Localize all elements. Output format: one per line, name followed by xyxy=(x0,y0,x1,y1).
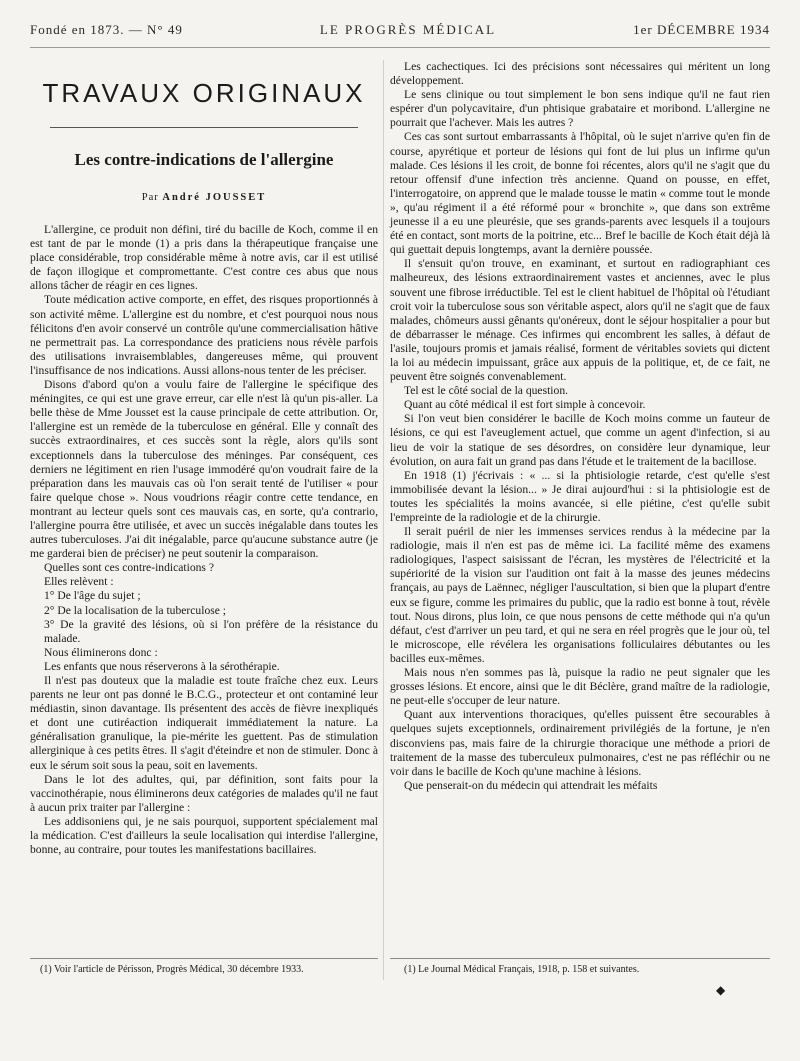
paragraph: L'allergine, ce produit non défini, tiré du bacille de Koch, comme il en est tant de par le monde (1) a pris dans la thérapeutique française une place considérable, trop considérable même à notre avis, car il est utilisé de façon illogique et compromettante. C'est contre ces abus que nous allons tâcher de réagir en ces lignes. xyxy=(30,223,378,293)
paragraph: Ces cas sont surtout embarrassants à l'hôpital, où le sujet n'arrive qu'en fin de course, apyrétique et porteur de lésions qui font de lui plus un infirme qu'un malade. Ces lésions il les croit, de bonne foi récentes, alors qu'il ne s'agit que du retour offensif d'une infection très ancienne. Quand on pousse, en effet, l'interrogatoire, on apprend que le malade tousse le matin « comme tout le monde », qu'au régiment il a été réformé pour « bronchite », que dans son extrême jeunesse il a eu une pleurésie, que ses grands-parents avec lesquels il a toujours été en contact, sont morts de la poitrine, etc... Bref le bacille de Koch était déjà là qui guettait depuis longtemps, avant la dernière poussée. xyxy=(390,130,770,257)
paragraph: Elles relèvent : xyxy=(44,575,114,589)
footnote-rule xyxy=(30,958,378,959)
list-item: 1° De l'âge du sujet ; xyxy=(44,589,141,603)
paragraph: Les addisoniens qui, je ne sais pourquoi, supportent spécialement mal la médication. C'est d'ailleurs la seule localisation qui interdise l'allergine, bonne, au contraire, pour toutes les manifestations bacillaires. xyxy=(30,814,378,857)
paragraph: Il s'ensuit qu'on trouve, en examinant, et surtout en radiographiant ces malheureux, des lésions extraordinairement vastes et anciennes, avec le plus souvent une fibrose irréductible. Tel est le client habituel de l'hôpital où l'étudiant croit voir la tuberculose sous son véritable aspect, alors qu'il ne s'agit que de faux malades, chômeurs aussi gênants qu'onéreux, dont le séjour hospitalier a pour but de débarrasser le ménage. Ces infirmes qui encombrent les salles, à défaut de l'asile, toujours promis et jamais réalisé, forment de véritables soviets qui dictent la loi au médecin impuissant, grâce aux appuis de la politique, et, de ce fait, ne peuvent être soignés convenablement. xyxy=(390,257,770,384)
paragraph: Disons d'abord qu'on a voulu faire de l'allergine le spécifique des méningites, ce qui est une grave erreur, car elle n'est là qu'un pis-aller. La belle thèse de Mme Jousset est la cause principale de cette attribution. Or, l'allergine est un remède de la tuberculose en général. Elle y connaît des succès extraordinaires, et ces succès sont la règle, alors qu'ils sont exceptionnels dans la tuberculose des méninges. Par conséquent, ces derniers ne légitiment en rien l'usage immodéré qu'on voudrait faire de la préparation dans les mauvais cas où l'on serait tenté de l'utiliser « pour faire quelque chose ». Nous voudrions réagir contre cette tendance, en montrant au lecteur quels sont ces mauvais cas, en sorte, qu'a contrario, l'allergine pourra être utilisée, et avec un succès inégalable dans toutes les autres tuberculoses. J'ai dit inégalable, parce qu'aucune substance autre (je me garderai bien de préciser) ne peut soutenir la comparaison. xyxy=(30,378,378,561)
paragraph: Les enfants que nous réserverons à la sérothérapie. xyxy=(44,659,280,673)
page-header xyxy=(30,22,770,38)
paragraph: En 1918 (1) j'écrivais : « ... si la phtisiologie retarde, c'est qu'elle s'est immobilisée devant la lésion... » Je dirai aujourd'hui : si la phtisiologie est de toutes les spécialités la moins avancée, si elle piétine, c'est qu'elle subit l'empreinte de la radiologie et de la chirurgie. xyxy=(390,468,770,524)
paragraph: Quant aux interventions thoraciques, qu'elles puissent être secourables à quelques sujets exceptionnels, ordinairement privilégiés de la fortune, je n'en disconviens pas, mais faire de la chirurgie thoracique une méthode a priori de traitement de la masse des tuberculeux pulmonaires, c'est ne pas réfléchir ou ne voir dans le bacille de Koch qu'une machine à lésions. xyxy=(390,708,770,778)
paragraph: Toute médication active comporte, en effet, des risques proportionnés à son activité même. L'allergine est du nombre, et c'est pourquoi nous nous félicitons d'en avoir conservé un contrôle qu'une commercialisation hâtive ne permettrait pas. La correspondance des praticiens nous révèle parfois des utilisations invraisemblables, dangereuses même, qui prouvent l'insuffisance de nos indications. Aussi allons-nous tenter de les préciser. xyxy=(30,293,378,377)
paragraph: Il n'est pas douteux que la maladie est toute fraîche chez eux. Leurs parents ne leur ont pas donné le B.C.G., protecteur et ont contaminé leur médiastin, sinon davantage. Ils présentent des accès de fièvre inexpliqués et dont une cutiréaction indiquerait immédiatement la nature. La généralisation granulique, la pie-mérite les guettent. Pas de stimulation allerginique à ces petits êtres. Il s'agit d'éteindre et non de stimuler. Donc à eux le sérum soit sous la peau, soit en lavements. xyxy=(30,674,378,772)
paragraph: Que penserait-on du médecin qui attendrait les méfaits xyxy=(404,778,658,792)
footnote-rule xyxy=(390,958,770,959)
paragraph: Il serait puéril de nier les immenses services rendus à la médecine par la radiologie, mais il n'en est pas de même ici. La facilité même des examens radiologiques, l'aspect saisissant de l'écran, les mystères de l'électricité et la supériorité de la vision sur l'audition ont fait à la masse des jeunes médecins français, au pays de Laënnec, négliger l'auscultation, si bien que la plupart d'entre eux se figure, comme les primaires du public, que la radio est bonne à tout, révèle tout. Nous dirons, plus loin, ce que nous pensons de cette méthode qui n'a qu'un défaut, c'est d'arriver un peu tard, et qui ne sera en réel progrès que le jour où, tel le microscope, elle révélera les organisations folliculaires débutantes ou les bacilles eux-mêmes. xyxy=(390,525,770,665)
author-name: André JOUSSET xyxy=(162,192,267,203)
header-founded: Fondé en 1873. — N° 49 xyxy=(30,22,183,37)
author-line xyxy=(30,192,378,203)
article-title: Les contre-indications de l'allergine xyxy=(74,150,334,169)
footnote-right: (1) Le Journal Médical Français, 1918, p. 158 et suivantes. xyxy=(404,964,640,975)
header-rule xyxy=(30,47,770,48)
paragraph: Quelles sont ces contre-indications ? xyxy=(44,561,214,575)
section-title: TRAVAUX ORIGINAUX xyxy=(42,78,366,108)
right-column xyxy=(390,60,770,793)
paragraph: Nous éliminerons donc : xyxy=(44,645,158,659)
ornament-icon: ◆ xyxy=(716,983,726,997)
paragraph: Si l'on veut bien considérer le bacille de Koch moins comme un fauteur de lésions, ce qui est l'aveuglement actuel, que comme un agent d'infection, si au lieu de voir la statique de ses désordres, on considère leur dynamique, leur évolution, on aura fait un grand pas dans l'étude et le traitement de la bacillose. xyxy=(390,412,770,468)
issue-date: 1er DÉCEMBRE 1934 xyxy=(633,22,770,37)
paragraph: Dans le lot des adultes, qui, par définition, sont faits pour la vaccinothérapie, nous éliminerons deux catégories de malades qu'il ne faut à aucun prix traiter par l'allergine : xyxy=(30,772,378,814)
section-rule xyxy=(50,127,358,128)
paragraph: Le sens clinique ou tout simplement le bon sens indique qu'il ne faut rien espérer d'un polycavitaire, d'un phtisique grabataire et moribond. L'allergine ne pourrait que l'achever. Mais les autres ? xyxy=(390,88,770,130)
column-divider xyxy=(383,60,384,980)
left-column xyxy=(30,60,378,857)
paragraph: Mais nous n'en sommes pas là, puisque la radio ne peut signaler que les grosses lésions. Et encore, ainsi que le dit Béclère, grand maître de la radiologie, ne peut-elle s'occuper de leur nature. xyxy=(390,666,770,708)
journal-name: LE PROGRÈS MÉDICAL xyxy=(319,22,497,37)
list-item: 2° De la localisation de la tuberculose ; xyxy=(44,603,227,617)
list-item: 3° De la gravité des lésions, où si l'on préfère de la résistance du malade. xyxy=(44,617,378,645)
paragraph: Tel est le côté social de la question. xyxy=(404,384,569,398)
footnote-left: (1) Voir l'article de Périsson, Progrès Médical, 30 décembre 1933. xyxy=(40,964,304,975)
paragraph: Les cachectiques. Ici des précisions sont nécessaires qui méritent un long développement. xyxy=(390,60,770,88)
paragraph: Quant au côté médical il est fort simple à concevoir. xyxy=(404,398,646,412)
author-prefix: Par xyxy=(141,192,159,203)
